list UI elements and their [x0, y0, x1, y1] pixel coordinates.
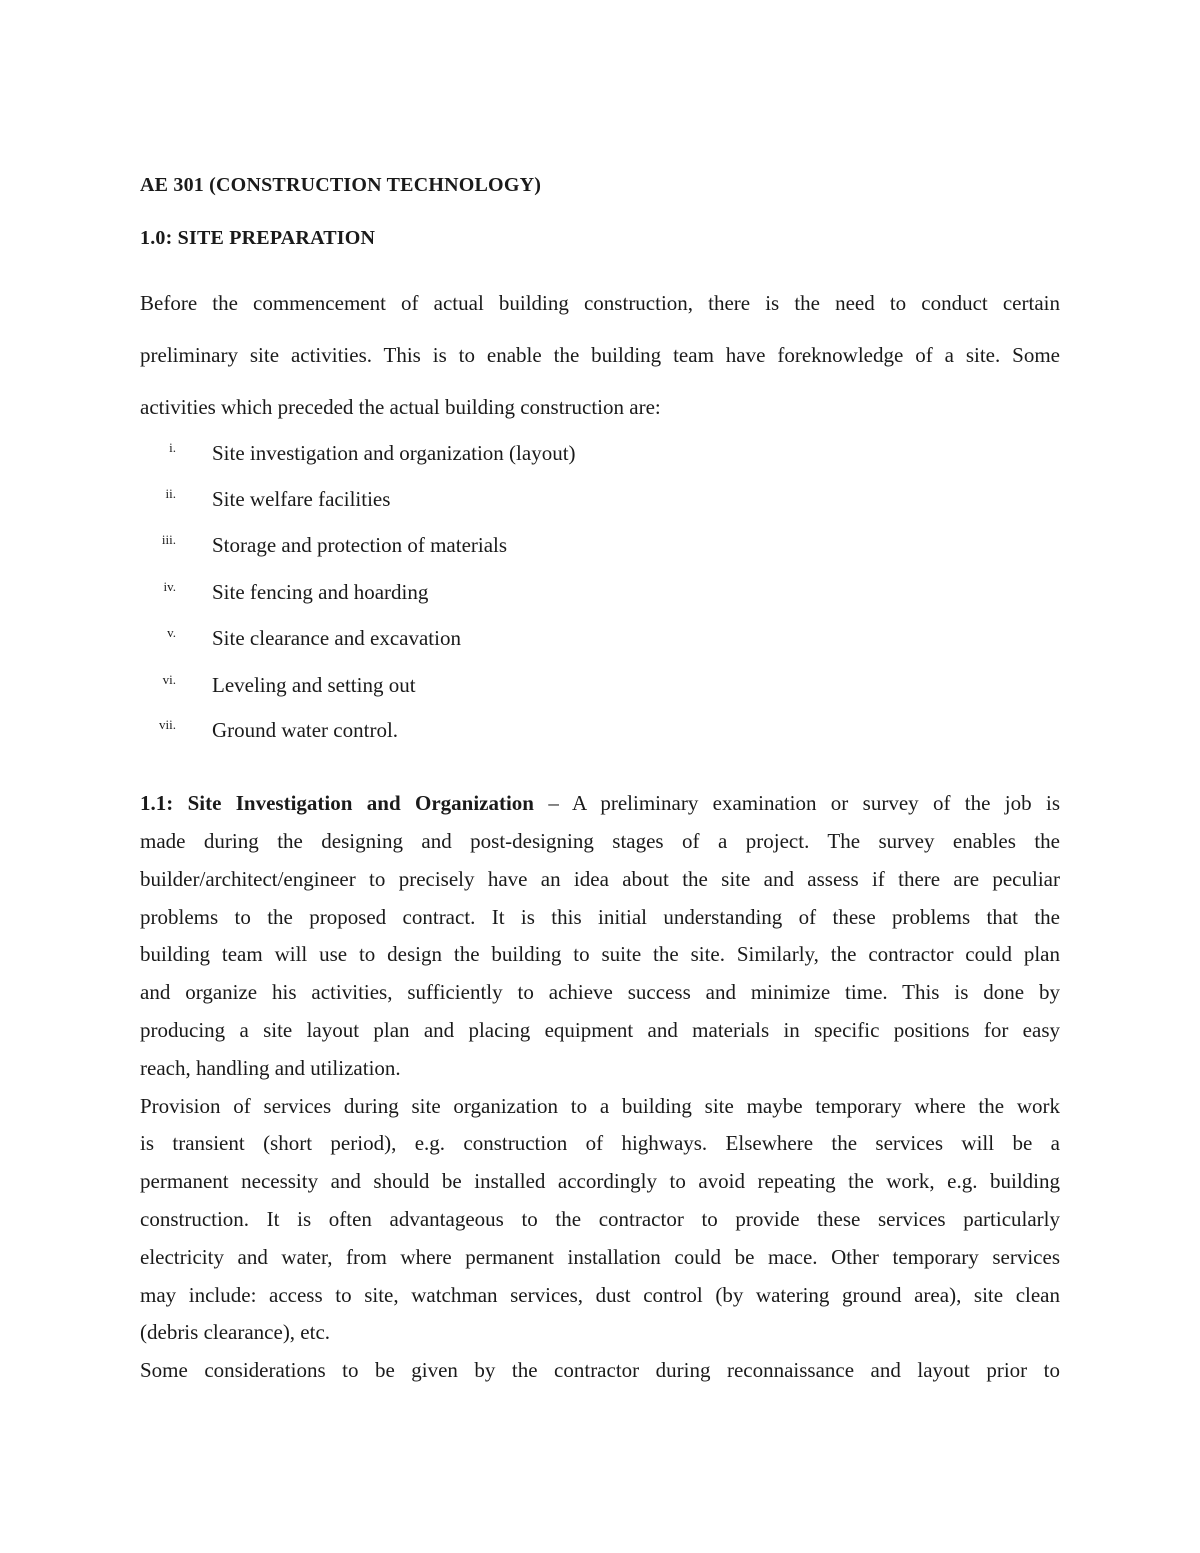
list-item-number: iii.	[161, 532, 176, 547]
list-item	[0, 532, 1200, 562]
services-line: may include: access to site, watchman services, dust control (by watering ground area), site clean	[140, 1283, 1060, 1307]
subsection-first-line	[140, 790, 1060, 816]
intro-line-2: preliminary site activities. This is to enable the building team have foreknowledge of a site. Some	[140, 343, 1060, 367]
course-title: AE 301 (CONSTRUCTION TECHNOLOGY)	[140, 174, 542, 196]
list-item	[0, 440, 1200, 470]
services-line: (debris clearance), etc.	[140, 1320, 331, 1344]
intro-line-3: activities which preceded the actual building construction are:	[140, 395, 661, 419]
section-title: 1.0: SITE PREPARATION	[140, 227, 376, 249]
list-item-text: Storage and protection of materials	[212, 533, 508, 557]
services-line: is transient (short period), e.g. construction of highways. Elsewhere the services will be a	[140, 1131, 1060, 1155]
list-item-number: iv.	[163, 579, 176, 594]
list-item	[0, 672, 1200, 702]
subsection-line: building team will use to design the building to suite the site. Similarly, the contractor could plan	[140, 942, 1060, 966]
services-line: electricity and water, from where permanent installation could be mace. Other temporary services	[140, 1245, 1060, 1269]
subsection-line: producing a site layout plan and placing equipment and materials in specific positions for easy	[140, 1018, 1060, 1042]
subsection-title: 1.1: Site Investigation and Organization	[140, 791, 534, 815]
list-item-number: i.	[169, 440, 176, 455]
subsection-line: and organize his activities, sufficiently to achieve success and minimize time. This is done by	[140, 980, 1060, 1004]
list-item-number: ii.	[165, 486, 176, 501]
list-item-text: Site fencing and hoarding	[212, 580, 429, 604]
list-item	[0, 579, 1200, 609]
list-item-text: Ground water control.	[212, 718, 399, 742]
subsection-line: builder/architect/engineer to precisely have an idea about the site and assess if there are peculiar	[140, 867, 1060, 891]
subsection-line: problems to the proposed contract. It is this initial understanding of these problems that the	[140, 905, 1060, 929]
subsection-line: made during the designing and post-designing stages of a project. The survey enables the	[140, 829, 1060, 853]
list-item-text: Leveling and setting out	[212, 673, 416, 697]
subsection-line: reach, handling and utilization.	[140, 1056, 401, 1080]
considerations-line: Some considerations to be given by the contractor during reconnaissance and layout prior to	[140, 1358, 1060, 1382]
list-item	[0, 486, 1200, 516]
intro-line-1: Before the commencement of actual building construction, there is the need to conduct certain	[140, 291, 1060, 315]
list-item-number: vi.	[162, 672, 176, 687]
list-item-text: Site welfare facilities	[212, 487, 391, 511]
list-item-text: Site clearance and excavation	[212, 626, 461, 650]
list-item-text: Site investigation and organization (layout)	[212, 441, 576, 465]
services-line: Provision of services during site organization to a building site maybe temporary where the work	[140, 1094, 1060, 1118]
list-item	[0, 625, 1200, 655]
list-item	[0, 717, 1200, 747]
list-item-number: v.	[167, 625, 176, 640]
services-line: permanent necessity and should be installed accordingly to avoid repeating the work, e.g. building	[140, 1169, 1060, 1193]
subsection-title-suffix: – A preliminary examination or survey of the job is	[533, 791, 1060, 815]
services-line: construction. It is often advantageous to the contractor to provide these services particularly	[140, 1207, 1060, 1231]
list-item-number: vii.	[159, 717, 176, 732]
